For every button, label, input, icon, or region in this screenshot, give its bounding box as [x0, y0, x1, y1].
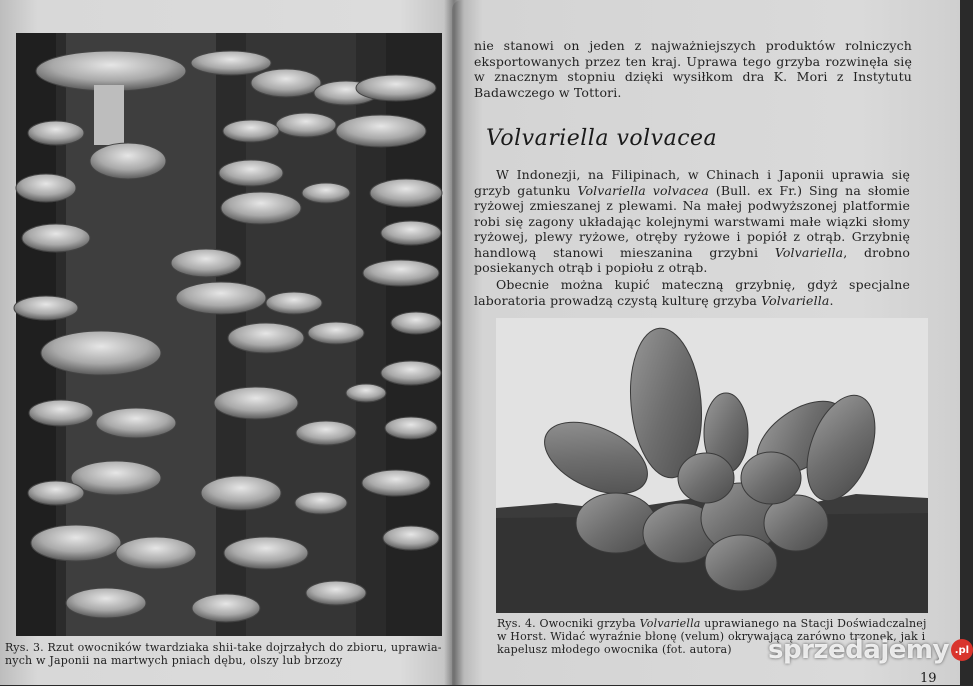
- paragraph-2: Obecnie można kupić mateczną grzybnię, gdyż specjalne laboratoria prowadzą czystą kulturę grzyba Volvariella.: [474, 277, 910, 308]
- watermark-logo: [768, 630, 973, 670]
- section-heading: Volvariella volvacea: [486, 126, 718, 151]
- figure-3-caption: Rys. 3. Rzut owocników twardziaka shii-take dojrzałych do zbioru, uprawia-nych w Japonii na martwych pniach dębu, olszy lub brzozy: [5, 641, 442, 667]
- watermark-badge: .pl: [951, 639, 973, 661]
- volvariella-photo: [496, 318, 928, 613]
- paragraph-1: W Indonezji, na Filipinach, w Chinach i Japonii uprawia się grzyb gatunku Volvariella volvacea (Bull. ex Fr.) Sing na słomie ryżowej zmieszanej z plewami. Na małej podwyższonej platformie robi się zagony układając kolejnymi warstwami małe wiązki słomy ryżowej, plewy ryżowe, otręby ryżowe i popiół z otrąb. Grzybnię handlową stanowi mieszanina grzybni Volvariella, drobno posiekanych otrąb i popiołu z otrąb.: [474, 167, 910, 275]
- shiitake-photo: [16, 33, 442, 636]
- book-gutter: [444, 0, 464, 685]
- figure-4-caption: Rys. 4. Owocniki grzyba Volvariella uprawianego na Stacji Doświadczalnej w Horst. Widać wyraźnie błonę (velum) okrywającą zarówno trzonek, jak i kapelusz młodego owocnika (fot. autora): [497, 617, 927, 656]
- page-number: 19: [920, 671, 937, 686]
- watermark-text: sprzedajemy: [768, 635, 949, 665]
- left-page: [0, 0, 470, 685]
- intro-paragraph: nie stanowi on jeden z najważniejszych produktów rolniczych eksportowanych przez ten kraj. Uprawa tego grzyba rozwinęła się w znacznym stopniu dzięki wysiłkom dra K. Mori z Instytutu Badawczego w Tottori.: [474, 38, 912, 100]
